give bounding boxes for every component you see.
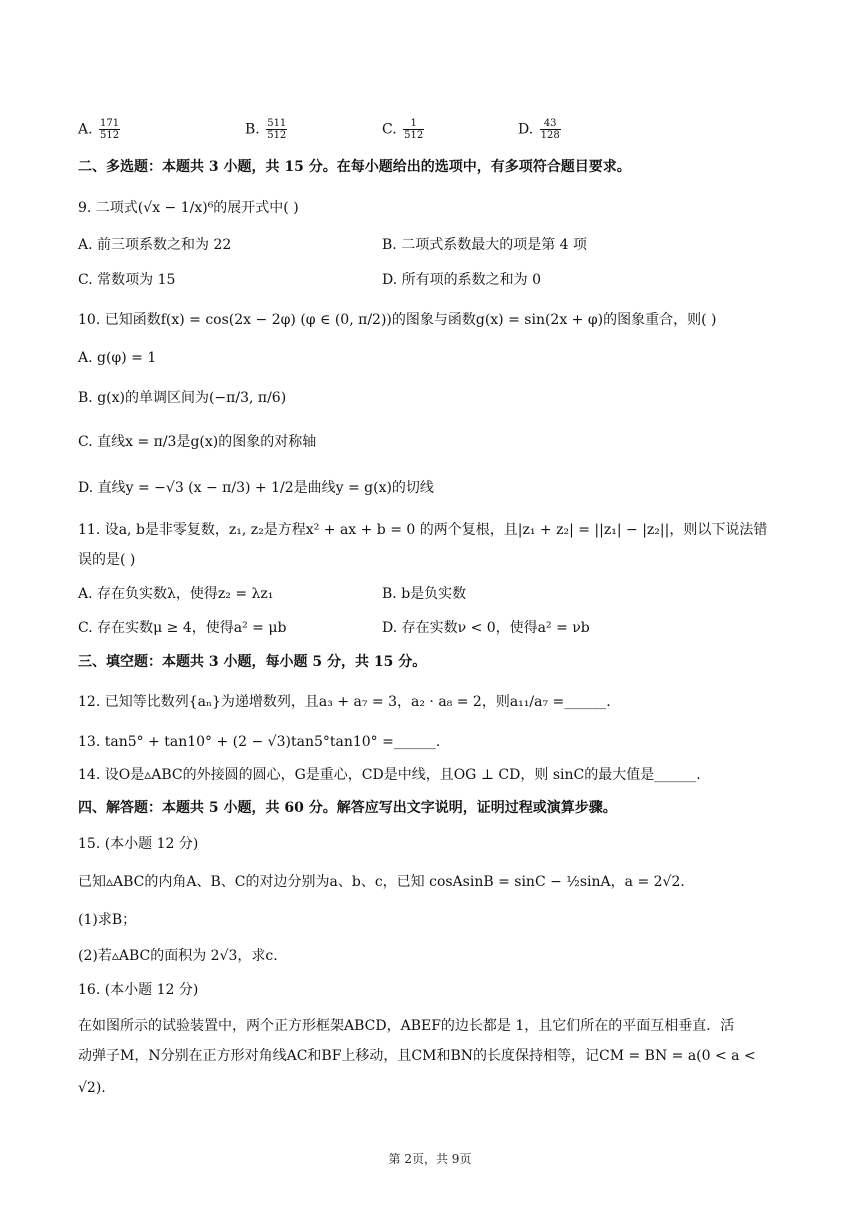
question-9: 9. 二项式(√x − 1/x)⁶的展开式中( ): [78, 200, 299, 216]
question-16-line3: √2).: [78, 1080, 106, 1096]
fraction: $\frac{43}{128}$: [540, 118, 560, 141]
fraction: $\frac{171}{512}$: [100, 118, 120, 141]
q8-option-d: D. $\frac{43}{128}$: [518, 118, 560, 141]
question-10: 10. 已知函数f(x) = cos(2x − 2φ) (φ ∈ (0, π/2))的图象与函数g(x) = sin(2x + φ)的图象重合，则( ): [78, 312, 717, 328]
q11-option-c: C. 存在实数μ ≥ 4，使得a² = μb: [78, 620, 287, 636]
q11-option-b: B. b是负实数: [382, 586, 467, 602]
q10-option-b: B. g(x)的单调区间为(−π/3, π/6): [78, 390, 287, 406]
question-15-part-2: (2)若▵ABC的面积为 2√3，求c.: [78, 948, 278, 964]
q11-option-a: A. 存在负实数λ，使得z₂ = λz₁: [78, 586, 274, 602]
section-heading-solutions: 四、解答题：本题共 5 小题，共 60 分。解答应写出文字说明，证明过程或演算步骤。: [78, 800, 617, 816]
section-heading-multiple-choice: 二、多选题：本题共 3 小题，共 15 分。在每小题给出的选项中，有多项符合题目要求。: [78, 159, 631, 175]
q10-option-d: D. 直线y = −√3 (x − π/3) + 1/2是曲线y = g(x)的切线: [78, 480, 434, 496]
question-13: 13. tan5° + tan10° + (2 − √3)tan5°tan10° =______.: [78, 734, 441, 750]
question-14: 14. 设O是▵ABC的外接圆的圆心，G是重心，CD是中线，且OG ⊥ CD，则 sinC的最大值是______.: [78, 767, 701, 783]
q10-option-a: A. g(φ) = 1: [78, 350, 157, 366]
q11-option-d: D. 存在实数ν < 0，使得a² = νb: [382, 620, 590, 636]
q9-option-a: A. 前三项系数之和为 22: [78, 237, 232, 253]
q9-option-d: D. 所有项的系数之和为 0: [382, 272, 541, 288]
q8-option-c: C. $\frac{1}{512}$: [382, 118, 424, 141]
q8-option-b: B. $\frac{511}{512}$: [245, 118, 287, 141]
page-footer: 第 2页，共 9页: [388, 1152, 472, 1166]
question-15-heading: 15. (本小题 12 分): [78, 836, 199, 852]
question-15-body: 已知▵ABC的内角A、B、C的对边分别为a、b、c，已知 cosAsinB = sinC − ½sinA，a = 2√2.: [78, 874, 685, 890]
fraction: $\frac{1}{512}$: [404, 118, 424, 141]
question-15-part-1: (1)求B；: [78, 912, 137, 928]
q9-option-c: C. 常数项为 15: [78, 272, 176, 288]
question-11-line2: 误的是( ): [78, 552, 136, 568]
fraction: $\frac{511}{512}$: [267, 118, 287, 141]
question-16-line2: 动弹子M，N分别在正方形对角线AC和BF上移动，且CM和BN的长度保持相等，记CM = BN = a(0 < a <: [78, 1048, 756, 1064]
question-11-line1: 11. 设a, b是非零复数，z₁, z₂是方程x² + ax + b = 0 的两个复根，且|z₁ + z₂| = ||z₁| − |z₂||，则以下说法错: [78, 522, 768, 538]
q10-option-c: C. 直线x = π/3是g(x)的图象的对称轴: [78, 434, 317, 450]
section-heading-fill-in: 三、填空题：本题共 3 小题，每小题 5 分，共 15 分。: [78, 654, 427, 670]
question-12: 12. 已知等比数列{aₙ}为递增数列，且a₃ + a₇ = 3，a₂ · a₈ = 2，则a₁₁/a₇ =______.: [78, 694, 611, 710]
question-16-heading: 16. (本小题 12 分): [78, 982, 199, 998]
q9-option-b: B. 二项式系数最大的项是第 4 项: [382, 237, 587, 253]
question-16-line1: 在如图所示的试验装置中，两个正方形框架ABCD，ABEF的边长都是 1，且它们所在的平面互相垂直．活: [78, 1018, 735, 1034]
q8-option-a: A. $\frac{171}{512}$: [78, 118, 120, 141]
